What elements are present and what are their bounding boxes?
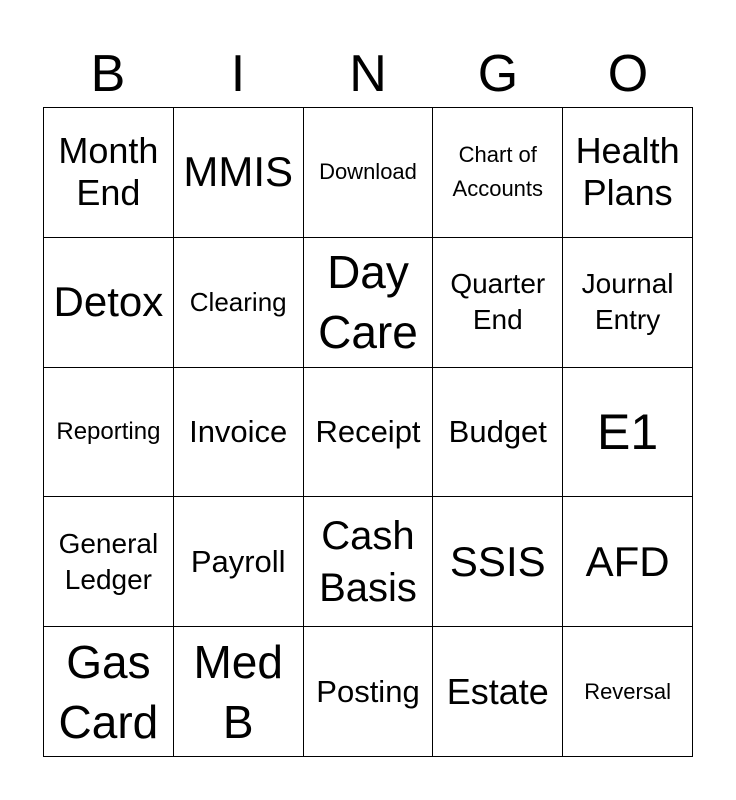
- cell-label: Budget: [448, 413, 547, 449]
- cell-label: Payroll: [190, 543, 286, 579]
- cell-label: Journal Entry: [581, 268, 674, 336]
- cell-label: Cash Basis: [319, 513, 417, 610]
- header-letter-g: G: [477, 45, 519, 103]
- bingo-cell[interactable]: [304, 238, 434, 368]
- header-letter-o: O: [607, 45, 649, 103]
- bingo-cell[interactable]: [304, 368, 434, 498]
- bingo-cell[interactable]: [304, 108, 434, 238]
- cell-label: Health Plans: [575, 130, 680, 214]
- bingo-cell[interactable]: [563, 238, 693, 368]
- bingo-cell[interactable]: [563, 497, 693, 627]
- bingo-cell[interactable]: [44, 368, 174, 498]
- cell-label: AFD: [585, 537, 670, 585]
- bingo-cell[interactable]: [433, 368, 563, 498]
- bingo-cell[interactable]: [433, 497, 563, 627]
- bingo-cell[interactable]: [44, 497, 174, 627]
- bingo-cell[interactable]: [44, 627, 174, 757]
- bingo-cell[interactable]: [433, 238, 563, 368]
- cell-label: Receipt: [315, 413, 421, 449]
- cell-label: Clearing: [189, 287, 287, 318]
- bingo-cell[interactable]: [44, 238, 174, 368]
- cell-label: Quarter End: [450, 268, 546, 336]
- header-letter-n: N: [349, 45, 387, 103]
- cell-label: General Ledger: [58, 527, 159, 595]
- cell-label: Med B: [193, 635, 283, 748]
- cell-label: Day Care: [318, 246, 418, 359]
- header-letter-b: B: [90, 45, 126, 103]
- cell-label: Invoice: [189, 413, 288, 449]
- bingo-header: [43, 40, 693, 108]
- bingo-cell[interactable]: [44, 108, 174, 238]
- cell-label: Estate: [446, 670, 549, 712]
- header-letter-i: I: [230, 45, 246, 103]
- cell-label: Download: [319, 159, 417, 185]
- cell-label: Detox: [53, 278, 164, 326]
- cell-label: Reversal: [584, 678, 671, 704]
- cell-label: Reporting: [56, 417, 161, 445]
- bingo-cell[interactable]: [174, 238, 304, 368]
- bingo-board: [43, 107, 693, 757]
- bingo-cell[interactable]: [563, 368, 693, 498]
- bingo-cell[interactable]: [563, 108, 693, 238]
- bingo-cell[interactable]: [304, 627, 434, 757]
- bingo-cell[interactable]: [433, 108, 563, 238]
- bingo-cell[interactable]: [174, 497, 304, 627]
- bingo-cell[interactable]: [174, 368, 304, 498]
- cell-label: E1: [597, 403, 659, 460]
- bingo-cell[interactable]: [433, 627, 563, 757]
- bingo-cell[interactable]: [304, 497, 434, 627]
- cell-label: SSIS: [449, 537, 546, 585]
- cell-label: Month End: [58, 130, 159, 214]
- cell-label: MMIS: [183, 148, 294, 196]
- bingo-cell[interactable]: [174, 108, 304, 238]
- bingo-cell[interactable]: [174, 627, 304, 757]
- cell-label: Posting: [316, 673, 420, 709]
- bingo-cell[interactable]: [563, 627, 693, 757]
- cell-label: Chart of Accounts: [452, 142, 544, 202]
- cell-label: Gas Card: [58, 635, 159, 748]
